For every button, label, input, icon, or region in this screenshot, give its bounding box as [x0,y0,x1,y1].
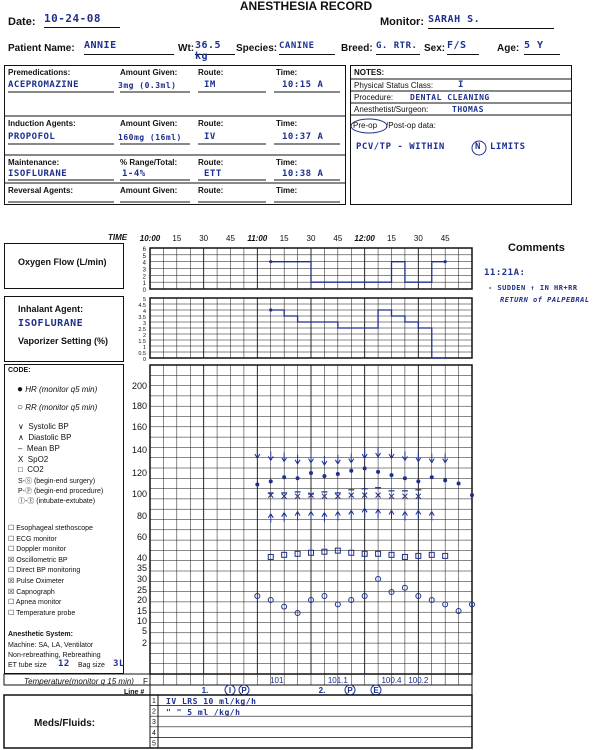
checklist-item[interactable]: ☐ Temperature probe [8,609,76,617]
code-rr-label: RR (monitor q5 min) [25,403,98,412]
status-value[interactable]: I [458,80,464,90]
time-tick-label: 15 [172,234,182,243]
machine-line[interactable]: Machine: SA, LA, Ventilator [8,642,94,649]
reversal-route-header: Route: [198,186,224,195]
diastolic-point [362,508,367,517]
code-intubate: Ⓘ-Ⓔ (intubate-extubate) [18,498,96,505]
induction-route[interactable]: IV [204,132,216,142]
notes-title: NOTES: [354,68,385,77]
vitals-tick: 20 [136,595,147,605]
meds-row-number: 5 [152,740,156,748]
inhalant-tick: 4 [142,309,146,315]
premed-time-header: Time: [276,68,298,77]
patient-field[interactable]: ANNIE [84,40,174,55]
code-co2: □ CO2 [18,465,44,474]
code-rr: ○ RR (monitor q5 min) [17,402,98,413]
checklist-item[interactable]: ☒ Capnograph [8,588,55,596]
systolic-point [376,448,381,457]
procedure-label: Procedure: [354,93,394,102]
hr-point [416,479,420,483]
code-procedure-label: (begin-end procedure) [33,488,104,495]
surgeon-value[interactable]: THOMAS [452,105,484,114]
code-surgery: S-Ⓢ (begin-end surgery) [18,478,96,485]
meds-row-1[interactable]: IV LRS 10 ml/kg/h [166,697,257,706]
ett-label: ET tube size [8,662,47,669]
inhalant-tick: 3 [142,321,146,327]
wt-label: Wt: [178,43,195,54]
systolic-point [416,453,421,462]
meds-box [4,695,472,748]
hr-point [282,475,286,479]
inhalant-tick: 0.5 [138,351,146,357]
premed-route[interactable]: IM [204,80,216,90]
checklist-item[interactable]: ☐ Esophageal stethoscope [8,525,93,532]
oxygen-tick: 6 [142,247,146,253]
hr-point [470,493,474,497]
comments-title: Comments [508,242,565,254]
code-spo2-label: SpO2 [27,455,49,464]
reversal-amount-header: Amount Given: [120,186,178,195]
meds-row-number: 4 [152,729,156,737]
inhalant-tick: 5 [142,297,146,303]
sex-label: Sex: [424,43,446,54]
inhalant-tick: 4.5 [138,303,146,309]
maint-route-header: Route: [198,158,224,167]
vitals-tick: 5 [141,626,147,636]
vaporizer-point [269,308,272,311]
temperature-label: Temperature(monitor q 15 min) [24,677,134,686]
inhalant-tick: 3.5 [138,315,146,321]
premed-amount[interactable]: 3mg (0.3ml) [118,81,177,90]
preop-label: /Post-op data: [386,121,436,130]
systolic-point [268,451,273,460]
code-surgery-label: (begin-end surgery) [33,478,96,485]
induction-amount[interactable]: 160mg (16ml) [118,133,182,142]
vitals-tick: 180 [131,401,147,411]
code-mean-label: Mean BP [26,444,60,453]
meds-row-2[interactable]: " " 5 ml /kg/h [166,708,241,717]
induction-drug[interactable]: PROPOFOL [8,132,56,142]
code-systolic-label: Systolic BP [28,422,69,431]
induction-amount-header: Amount Given: [120,119,178,128]
diastolic-point [416,511,421,520]
breed-label: Breed: [341,43,373,54]
line-mark: 1. [201,686,209,695]
age-field[interactable]: 5 Y [524,40,560,55]
meds-row-number: 2 [152,708,156,716]
vitals-tick: 80 [136,511,147,521]
checklist-item[interactable]: ☐ Apnea monitor [8,599,62,607]
hr-point [309,471,313,475]
checklist-item[interactable]: ☐ Doppler monitor [8,546,67,554]
maint-route[interactable]: ETT [204,169,222,179]
procedure-value[interactable]: DENTAL CLEANING [410,93,490,102]
hr-point [269,479,273,483]
preop-text[interactable]: PCV/TP - WITHIN [356,142,445,152]
comment-line-2: - SUDDEN ↑ IN HR+RR [488,284,578,292]
vitals-tick: 2 [141,638,147,648]
date-field[interactable]: 10-24-08 [44,12,120,28]
diastolic-point [322,513,327,522]
meds-row-number: 1 [152,698,156,705]
hr-point [430,475,434,479]
maint-drug[interactable]: ISOFLURANE [8,169,68,179]
vitals-tick: 25 [136,585,147,595]
hr-point [457,482,461,486]
surgeon-label: Anesthetist/Surgeon: [354,105,429,114]
preop-text-2[interactable]: LIMITS [490,142,526,152]
vitals-tick: 60 [136,532,147,542]
hr-point [322,474,326,478]
line-mark: I [228,686,232,695]
systolic-point [429,454,434,463]
inhalant-label: Inhalant Agent: [18,304,84,314]
preop-circle-letter: N [475,142,481,152]
induction-route-header: Route: [198,119,224,128]
reversal-time-header: Time: [276,186,298,195]
sex-field[interactable]: F/S [447,40,479,55]
inhalant-tick: 0 [142,357,146,363]
line-label: Line # [124,689,145,696]
oxygen-tick: 2 [142,274,146,281]
time-tick-label: 45 [226,234,235,243]
temperature-value: 100.4 [381,676,402,685]
species-label: Species: [236,43,278,54]
comment-line-1: 11:21A: [484,268,526,278]
systolic-point [295,455,300,464]
diastolic-point [349,511,354,520]
vitals-tick: 35 [136,563,147,573]
monitor-label: Monitor: [380,16,424,28]
date-label: Date: [8,16,36,28]
meds-label: Meds/Fluids: [34,718,96,729]
inhalant-tick: 1.5 [138,339,146,345]
maint-label: Maintenance: [8,158,60,167]
temperature-value: 101.1 [327,676,348,685]
systolic-point [349,454,354,463]
oxygen-tick: 1 [142,281,146,288]
code-procedure: P-Ⓟ (begin-end procedure) [18,488,104,495]
maint-range-header: % Range/Total: [120,158,178,167]
vaporizer-label: Vaporizer Setting (%) [18,336,109,346]
time-label: TIME [108,233,128,242]
code-spo2: X SpO2 [18,455,49,464]
inhalant-agent[interactable]: ISOFLURANE [18,318,84,329]
checklist-item[interactable]: ☒ Oscillometric BP [8,556,68,564]
hr-point [376,470,380,474]
premed-drug[interactable]: ACEPROMAZINE [8,80,80,90]
systolic-point [255,449,260,458]
hr-point [363,466,367,470]
code-diastolic-label: Diastolic BP [28,433,72,442]
systolic-point [322,456,327,465]
premed-route-header: Route: [198,68,224,77]
oxygen-tick: 5 [142,253,146,260]
patient-label: Patient Name: [8,43,75,54]
reversal-label: Reversal Agents: [8,186,74,195]
premed-time[interactable]: 10:15 A [282,80,324,90]
diastolic-point [376,509,381,518]
age-label: Age: [497,43,520,54]
preop-circled: Pre-op [353,121,378,130]
code-intubate-label: (intubate-extubate) [36,498,96,505]
species-field[interactable]: CANINE [279,41,335,55]
temperature-value: 101 [270,676,284,685]
hr-point [255,483,259,487]
maint-time[interactable]: 10:38 A [282,169,324,179]
maint-time-header: Time: [276,158,298,167]
oxygen-flow-point [269,260,272,263]
hr-point [336,472,340,476]
oxygen-flow-point [444,260,447,263]
vitals-tick: 120 [131,468,147,478]
time-tick-label: 15 [387,234,396,243]
vitals-tick: 15 [136,606,147,616]
induction-time[interactable]: 10:37 A [282,132,324,142]
code-title: CODE: [8,367,31,374]
vitals-tick: 140 [131,445,147,455]
systolic-point [362,449,367,458]
breed-field[interactable]: G. RTR. [376,41,420,55]
checklist-item[interactable]: ☐ ECG monitor [8,535,57,543]
status-label: Physical Status Class: [354,81,434,90]
vitals-tick: 160 [131,422,147,432]
hr-point [349,469,353,473]
code-systolic: ∨ Systolic BP [18,422,69,431]
system-title: Anesthetic System: [8,631,73,638]
systolic-point [402,451,407,460]
hr-point [403,476,407,480]
bag-label: Bag size [78,662,105,669]
oxygen-tick: 4 [142,260,146,267]
diastolic-point [389,511,394,520]
systolic-point [309,454,314,463]
time-tick-label: 45 [440,234,450,243]
systolic-point [443,454,448,463]
oxygen-tick: 0 [142,288,146,294]
vitals-tick: 30 [136,574,147,584]
line-mark: P [241,686,247,695]
ett-value[interactable]: 12 [58,659,70,669]
hr-point [390,473,394,477]
inhalant-tick: 2 [142,333,146,339]
line-mark: E [373,686,379,695]
hr-point [443,478,447,482]
temperature-unit: F [143,677,148,686]
vitals-tick: 200 [131,381,147,391]
premed-amount-header: Amount Given: [120,68,178,77]
systolic-point [335,455,340,464]
line-row [150,685,472,695]
diastolic-point [282,513,287,522]
hr-point [296,476,300,480]
code-mean: – Mean BP [18,444,60,453]
inhalant-tick: 1 [142,345,146,351]
time-tick-label: 30 [306,234,316,243]
time-tick-label: 30 [199,234,209,243]
diastolic-point [268,514,273,523]
monitor-field[interactable]: SARAH S. [428,14,554,29]
rebreathing-line[interactable]: Non-rebreathing, Rebreathing [8,652,101,659]
temperature-value: 100.2 [408,676,429,685]
code-hr: ● HR (monitor q5 min) [17,384,98,395]
induction-label: Induction Agents: [8,119,76,128]
induction-time-header: Time: [276,119,298,128]
code-hr-label: HR (monitor q5 min) [25,385,98,394]
vitals-tick: 40 [136,553,147,563]
code-co2-label: CO2 [27,465,44,474]
meds-row-number: 3 [152,719,156,727]
code-diastolic: ∧ Diastolic BP [18,433,72,442]
maint-range[interactable]: 1-4% [122,169,146,179]
comment-line-3: RETURN of PALPEBRAL [500,296,590,304]
vitals-tick: 100 [131,489,147,499]
page-title: ANESTHESIA RECORD [239,0,373,13]
time-tick-label: 15 [279,234,289,243]
inhalant-tick: 2.5 [138,327,146,333]
time-tick-label: 12:00 [354,234,375,243]
vitals-tick: 10 [136,616,147,626]
oxygen-tick: 3 [142,267,146,274]
line-mark: P [347,686,353,695]
wt-field[interactable]: 36.5 kg [195,40,235,55]
bag-value[interactable]: 3L [113,659,125,669]
time-tick-label: 30 [413,234,423,243]
checklist-item[interactable]: ☒ Pulse Oximeter [8,578,65,585]
oxygen-flow-line [271,262,445,283]
checklist-item[interactable]: ☐ Direct BP monitoring [8,567,81,575]
time-tick-label: 11:00 [247,234,268,243]
oxygen-label: Oxygen Flow (L/min) [18,257,107,267]
systolic-point [389,449,394,458]
time-tick-label: 45 [333,234,343,243]
time-tick-label: 10:00 [139,234,161,243]
premed-label: Premedications: [8,68,71,77]
temperature-row [4,674,472,685]
systolic-point [282,453,287,462]
line-mark: 2. [318,686,326,695]
